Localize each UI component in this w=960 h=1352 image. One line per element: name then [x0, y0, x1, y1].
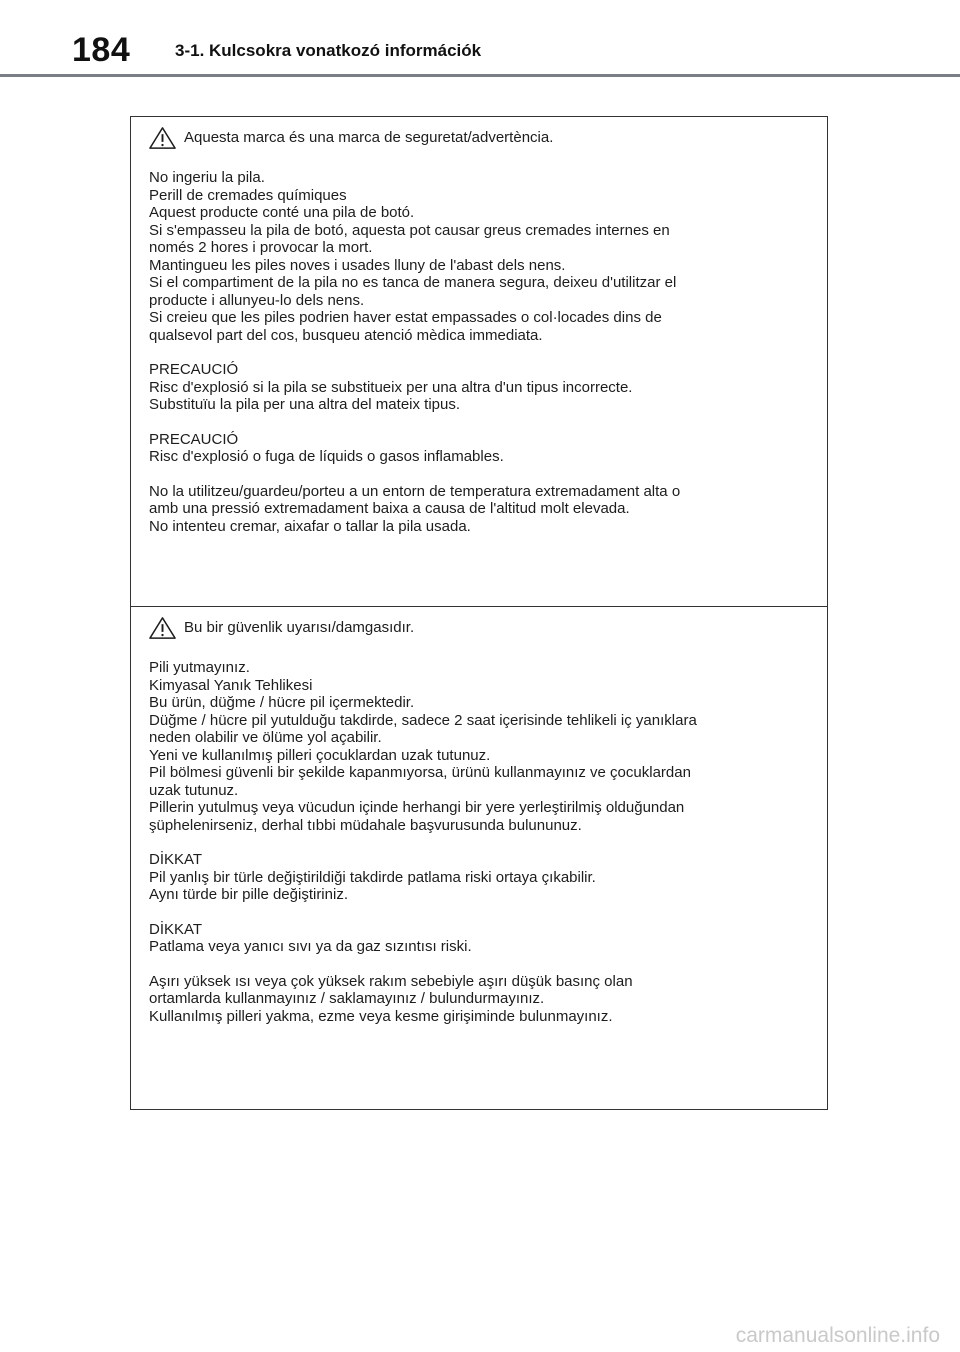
paragraph-gap	[149, 956, 809, 973]
text-line: Kullanılmış pilleri yakma, ezme veya kesme girişiminde bulunmayınız.	[149, 1007, 613, 1025]
text-line: Aynı türde bir pille değiştiriniz.	[149, 886, 348, 903]
text-line: Pillerin yutulmuş veya vücudun içinde herhangi bir yere yerleştirilmiş olduğundan	[149, 799, 685, 816]
text-line: Mantingueu les piles noves i usades lluny de l'abast dels nens.	[149, 256, 566, 274]
safety-warning-box	[130, 116, 828, 1110]
page-number: 184	[72, 31, 131, 69]
warning-triangle-icon	[149, 616, 176, 640]
warning-text-block	[149, 659, 809, 1025]
text-line: Risc d'explosió o fuga de líquids o gasos inflamables.	[149, 448, 504, 465]
paragraph-gap	[149, 344, 809, 361]
text-line: Aşırı yüksek ısı veya çok yüksek rakım sebebiyle aşırı düşük basınç olan	[149, 972, 633, 990]
warning-panel-turkish	[131, 607, 827, 1109]
text-line: Pili yutmayınız.	[149, 659, 250, 676]
warning-heading: Bu bir güvenlik uyarısı/damgasıdır.	[184, 619, 415, 637]
page-header	[0, 0, 960, 78]
caution-heading: DİKKAT	[149, 851, 203, 868]
warning-triangle-icon	[149, 126, 176, 150]
paragraph-gap	[149, 904, 809, 921]
paragraph-gap	[149, 466, 809, 483]
text-line: producte i allunyeu-lo dels nens.	[149, 291, 365, 309]
text-line: Si s'empasseu la pila de botó, aquesta pot causar greus cremades internes en	[149, 221, 670, 239]
text-line: Si el compartiment de la pila no es tanca de manera segura, deixeu d'utilitzar el	[149, 274, 677, 291]
text-line: Kimyasal Yanık Tehlikesi	[149, 676, 313, 694]
text-line: Risc d'explosió si la pila se substitueix per una altra d'un tipus incorrecte.	[149, 378, 633, 396]
warning-heading-row	[149, 123, 809, 153]
text-line: No intenteu cremar, aixafar o tallar la pila usada.	[149, 517, 471, 535]
text-line: Aquest producte conté una pila de botó.	[149, 204, 415, 221]
text-line: només 2 hores i provocar la mort.	[149, 239, 373, 256]
caution-heading: PRECAUCIÓ	[149, 361, 239, 378]
warning-panel-catalan	[131, 117, 827, 607]
text-line: qualsevol part del cos, busqueu atenció mèdica immediata.	[149, 326, 543, 344]
text-line: amb una pressió extremadament baixa a causa de l'altitud molt elevada.	[149, 500, 630, 517]
warning-heading-row	[149, 613, 809, 643]
text-line: No la utilitzeu/guardeu/porteu a un entorn de temperatura extremadament alta o	[149, 482, 681, 500]
text-line: neden olabilir ve ölüme yol açabilir.	[149, 729, 382, 746]
caution-heading: PRECAUCIÓ	[149, 430, 239, 448]
text-line: Patlama veya yanıcı sıvı ya da gaz sızıntısı riski.	[149, 938, 472, 955]
text-line: Pil bölmesi güvenli bir şekilde kapanmıyorsa, ürünü kullanmayınız ve çocuklardan	[149, 764, 691, 781]
text-line: Düğme / hücre pil yutulduğu takdirde, sadece 2 saat içerisinde tehlikeli iç yanıklara	[149, 711, 697, 729]
text-line: Pil yanlış bir türle değiştirildiği takdirde patlama riski ortaya çıkabilir.	[149, 868, 596, 886]
text-line: şüphelenirseniz, derhal tıbbi müdahale başvurusunda bulununuz.	[149, 816, 582, 834]
text-line: Substituïu la pila per una altra del mateix tipus.	[149, 396, 461, 413]
section-title: 3-1. Kulcsokra vonatkozó információk	[175, 41, 482, 60]
watermark-link[interactable]: carmanualsonline.info	[735, 1324, 940, 1347]
header-divider	[0, 74, 960, 77]
paragraph-gap	[149, 834, 809, 851]
text-line: Si creieu que les piles podrien haver estat empassades o col·locades dins de	[149, 309, 662, 326]
warning-text-block	[149, 169, 809, 535]
paragraph-gap	[149, 414, 809, 431]
text-line: uzak tutunuz.	[149, 781, 239, 799]
text-line: ortamlarda kullanmayınız / saklamayınız / bulundurmayınız.	[149, 990, 545, 1007]
text-line: Perill de cremades químiques	[149, 186, 347, 204]
text-line: No ingeriu la pila.	[149, 169, 265, 186]
text-line: Bu ürün, düğme / hücre pil içermektedir.	[149, 694, 415, 711]
warning-heading: Aquesta marca és una marca de seguretat/advertència.	[184, 129, 554, 147]
caution-heading: DİKKAT	[149, 920, 203, 938]
text-line: Yeni ve kullanılmış pilleri çocuklardan uzak tutunuz.	[149, 746, 491, 764]
